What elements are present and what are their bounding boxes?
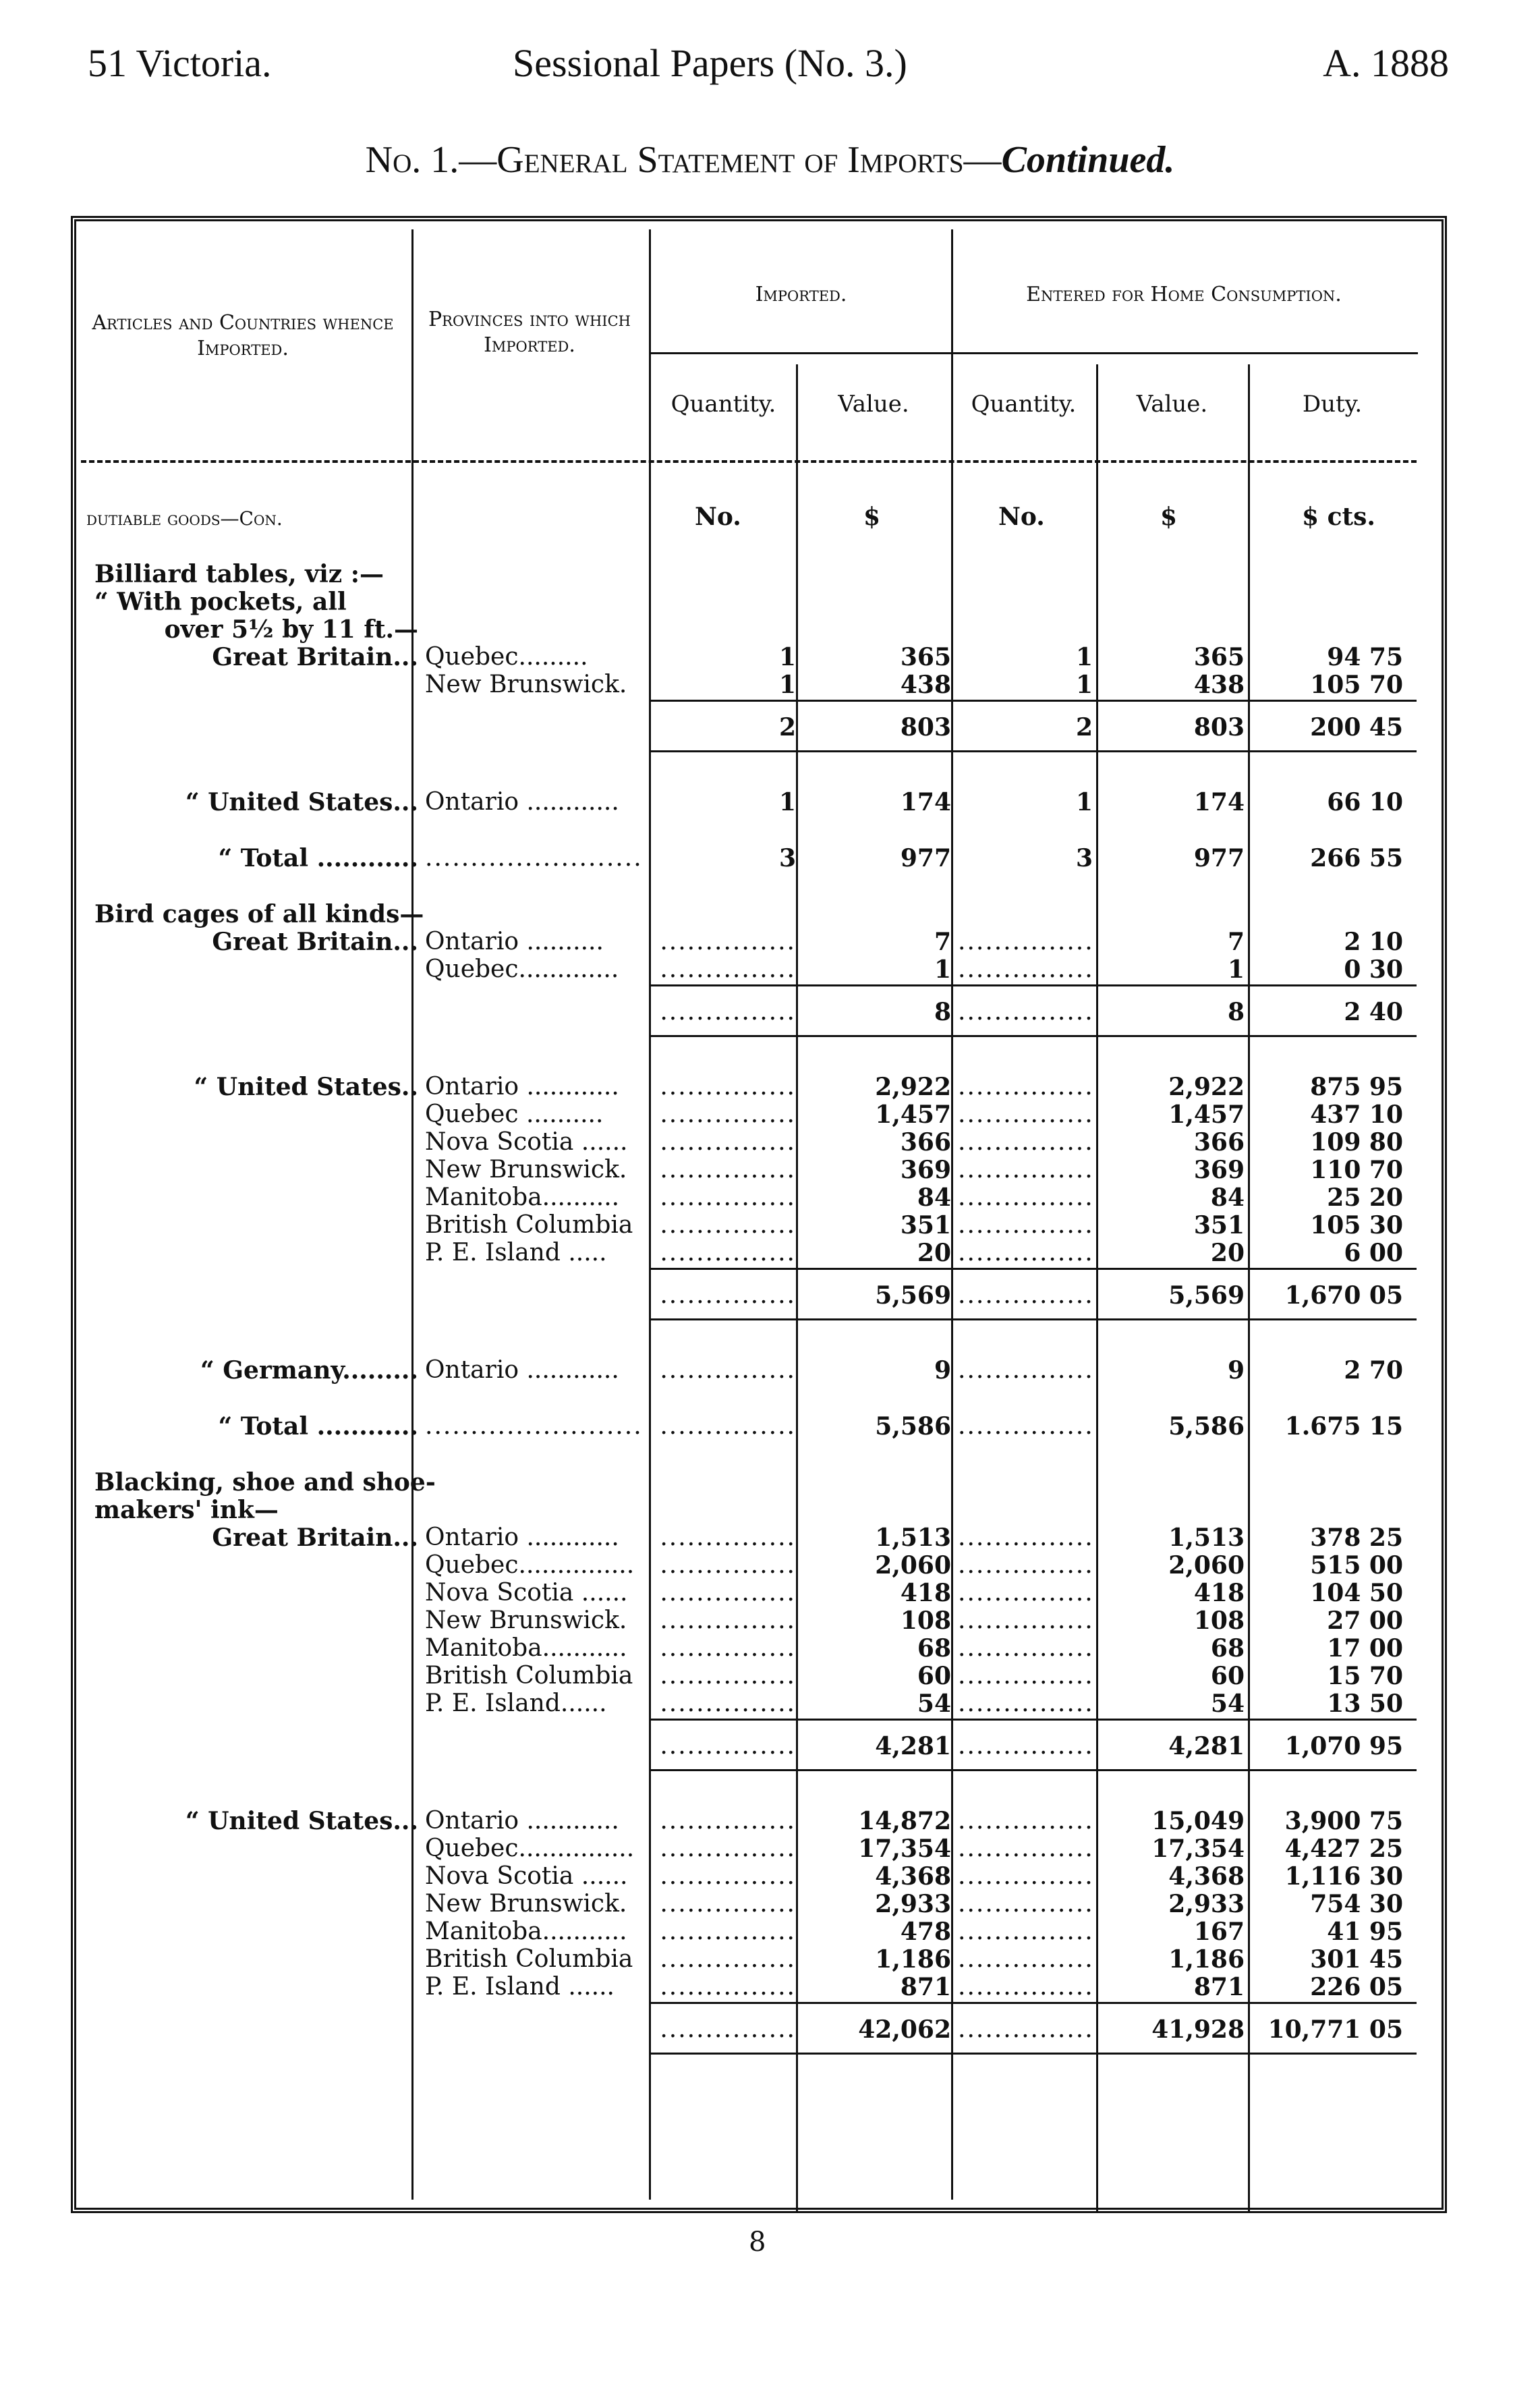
cell-iv: 5,586 xyxy=(875,1412,951,1441)
table-row xyxy=(0,1183,1540,1212)
cell-prov: New Brunswick. xyxy=(425,1156,627,1183)
cell-ev: 15,049 xyxy=(1151,1807,1245,1835)
cell-iv: 2,060 xyxy=(875,1551,951,1580)
table-row xyxy=(0,1579,1540,1607)
cell-iv: 1,186 xyxy=(875,1945,951,1974)
cell-prov: Quebec............... xyxy=(425,1835,635,1862)
cell-art: “ Total ............ xyxy=(218,844,418,872)
cell-iv: 1,457 xyxy=(875,1100,951,1129)
cell-iv: 9 xyxy=(934,1356,951,1385)
total-rule xyxy=(651,2002,1417,2004)
col-quantity-entered: Quantity. xyxy=(971,391,1077,418)
header-center: Sessional Papers (No. 3.) xyxy=(513,41,907,85)
cell-prov: Quebec......... xyxy=(425,643,588,671)
cell-iv: 5,569 xyxy=(875,1281,951,1310)
cell-iv: 2,933 xyxy=(875,1890,951,1918)
cell-eq: ............... xyxy=(958,1128,1094,1156)
cell-iq: 3 xyxy=(778,844,796,872)
table-row xyxy=(0,1356,1540,1385)
table-row xyxy=(0,1862,1540,1891)
table-row xyxy=(0,788,1540,816)
cell-duty: 1.675 15 xyxy=(1284,1412,1403,1441)
cell-prov: Manitoba.......... xyxy=(425,1183,620,1211)
cell-eq: ............... xyxy=(958,1281,1094,1309)
cell-ev: 60 xyxy=(1210,1662,1245,1690)
table-row xyxy=(0,588,1540,616)
cell-eq: ............... xyxy=(958,1156,1094,1183)
table-row xyxy=(0,671,1540,699)
cell-prov: Nova Scotia ...... xyxy=(425,1862,628,1890)
total-rule-below xyxy=(651,2053,1417,2055)
cell-eq: 1 xyxy=(1075,788,1093,816)
cell-duty: 0 30 xyxy=(1344,955,1403,984)
cell-duty: 437 10 xyxy=(1310,1100,1403,1129)
col-entered: Entered for Home Consumption. xyxy=(1026,283,1342,306)
unit-ev: $ xyxy=(1160,503,1178,531)
cell-ev: 2,060 xyxy=(1168,1551,1245,1580)
cell-eq: 1 xyxy=(1075,671,1093,699)
table-total-row xyxy=(0,713,1540,742)
cell-iq: ............... xyxy=(660,1662,796,1690)
table-row xyxy=(0,1890,1540,1918)
cell-prov: British Columbia xyxy=(425,1662,633,1690)
cell-iq: ............... xyxy=(660,1945,796,1973)
cell-prov: P. E. Island...... xyxy=(425,1690,607,1717)
total-rule xyxy=(651,700,1417,702)
cell-eq: ............... xyxy=(958,1211,1094,1239)
col-imported: Imported. xyxy=(755,283,847,306)
cell-iq: 1 xyxy=(778,643,796,671)
cell-ev: 2,933 xyxy=(1168,1890,1245,1918)
cell-duty: 1,070 95 xyxy=(1284,1732,1403,1760)
cell-ev: 1,186 xyxy=(1168,1945,1245,1974)
table-row xyxy=(0,1524,1540,1552)
table-row xyxy=(0,1073,1540,1101)
cell-iv: 977 xyxy=(900,844,951,872)
cell-iv: 1 xyxy=(934,955,951,984)
cell-eq: ............... xyxy=(958,998,1094,1026)
cell-ev: 9 xyxy=(1227,1356,1245,1385)
table-row xyxy=(0,1945,1540,1974)
cell-eq: ............... xyxy=(958,1973,1094,2001)
cell-ev: 167 xyxy=(1193,1918,1245,1946)
cell-iq: ............... xyxy=(660,1211,796,1239)
cell-duty: 1,670 05 xyxy=(1284,1281,1403,1310)
total-rule xyxy=(651,1268,1417,1270)
cell-ev: 5,569 xyxy=(1168,1281,1245,1310)
rule-header-bottom xyxy=(81,460,1417,463)
cell-ev: 366 xyxy=(1193,1128,1245,1156)
cell-art: Great Britain... xyxy=(212,928,418,956)
cell-duty: 17 00 xyxy=(1327,1634,1403,1663)
cell-duty: 200 45 xyxy=(1310,713,1403,742)
cell-eq: ............... xyxy=(958,1183,1094,1211)
cell-ev: 84 xyxy=(1210,1183,1245,1212)
cell-ev: 108 xyxy=(1193,1607,1245,1635)
table-row xyxy=(0,1100,1540,1129)
cell-ev: 4,281 xyxy=(1168,1732,1245,1760)
cell-prov: ........................ xyxy=(425,1412,643,1440)
cell-duty: 301 45 xyxy=(1310,1945,1403,1974)
total-rule xyxy=(651,1719,1417,1721)
cell-eq: ............... xyxy=(958,1807,1094,1835)
cell-art: Blacking, shoe and shoe- xyxy=(94,1468,436,1497)
cell-iv: 174 xyxy=(900,788,951,816)
cell-duty: 10,771 05 xyxy=(1267,2015,1403,2044)
cell-ev: 438 xyxy=(1193,671,1245,699)
cell-iv: 418 xyxy=(900,1579,951,1607)
cell-iq: ............... xyxy=(660,1973,796,2001)
cell-ev: 4,368 xyxy=(1168,1862,1245,1891)
cell-eq: ............... xyxy=(958,955,1094,983)
cell-ev: 20 xyxy=(1210,1239,1245,1267)
total-rule xyxy=(651,984,1417,986)
cell-ev: 54 xyxy=(1210,1690,1245,1718)
cell-duty: 105 30 xyxy=(1310,1211,1403,1239)
cell-eq: ............... xyxy=(958,1732,1094,1760)
cell-iq: ............... xyxy=(660,1690,796,1717)
total-rule-below xyxy=(651,750,1417,752)
cell-iv: 4,281 xyxy=(875,1732,951,1760)
cell-iv: 84 xyxy=(917,1183,951,1212)
cell-iv: 4,368 xyxy=(875,1862,951,1891)
cell-iv: 68 xyxy=(917,1634,951,1663)
table-row xyxy=(0,844,1540,872)
table-title-continued: Continued. xyxy=(1001,139,1175,181)
cell-duty: 109 80 xyxy=(1310,1128,1403,1156)
cell-iq: ............... xyxy=(660,1551,796,1579)
cell-art: “ With pockets, all xyxy=(94,588,347,616)
cell-eq: ............... xyxy=(958,1412,1094,1440)
cell-prov: ........................ xyxy=(425,844,643,872)
cell-duty: 110 70 xyxy=(1310,1156,1403,1184)
cell-eq: ............... xyxy=(958,2015,1094,2043)
cell-duty: 15 70 xyxy=(1327,1662,1403,1690)
cell-iq: ............... xyxy=(660,2015,796,2043)
cell-eq: ............... xyxy=(958,1662,1094,1690)
cell-prov: Nova Scotia ...... xyxy=(425,1128,628,1156)
cell-iv: 42,062 xyxy=(858,2015,951,2044)
table-row xyxy=(0,928,1540,956)
cell-prov: Quebec............... xyxy=(425,1551,635,1579)
cell-duty: 2 70 xyxy=(1344,1356,1403,1385)
cell-ev: 351 xyxy=(1193,1211,1245,1239)
cell-duty: 1,116 30 xyxy=(1284,1862,1403,1891)
cell-iq: ............... xyxy=(660,1890,796,1918)
cell-eq: ............... xyxy=(958,1579,1094,1607)
cell-duty: 94 75 xyxy=(1327,643,1403,671)
table-total-row xyxy=(0,1281,1540,1310)
cell-iv: 438 xyxy=(900,671,951,699)
table-row xyxy=(0,1156,1540,1184)
cell-duty: 754 30 xyxy=(1310,1890,1403,1918)
table-row xyxy=(0,1807,1540,1835)
cell-prov: Nova Scotia ...... xyxy=(425,1579,628,1607)
cell-prov: Manitoba........... xyxy=(425,1918,627,1945)
cell-iq: ............... xyxy=(660,1732,796,1760)
table-row xyxy=(0,1412,1540,1441)
cell-ev: 369 xyxy=(1193,1156,1245,1184)
cell-ev: 2,922 xyxy=(1168,1073,1245,1101)
total-rule-below xyxy=(651,1769,1417,1771)
table-row xyxy=(0,615,1540,644)
cell-iq: ............... xyxy=(660,1607,796,1634)
cell-iq: ............... xyxy=(660,1807,796,1835)
cell-eq: ............... xyxy=(958,928,1094,955)
cell-prov: British Columbia xyxy=(425,1211,633,1239)
cell-prov: British Columbia xyxy=(425,1945,633,1973)
cell-duty: 3,900 75 xyxy=(1284,1807,1403,1835)
cell-iq: ............... xyxy=(660,955,796,983)
cell-prov: Manitoba........... xyxy=(425,1634,627,1662)
cell-duty: 378 25 xyxy=(1310,1524,1403,1552)
table-row xyxy=(0,1607,1540,1635)
cell-iq: ............... xyxy=(660,1239,796,1266)
cell-ev: 1 xyxy=(1227,955,1245,984)
cell-eq: ............... xyxy=(958,1918,1094,1945)
cell-duty: 266 55 xyxy=(1310,844,1403,872)
cell-prov: P. E. Island ..... xyxy=(425,1239,607,1266)
table-row xyxy=(0,1468,1540,1497)
cell-prov: P. E. Island ...... xyxy=(425,1973,615,2001)
cell-prov: Ontario ............ xyxy=(425,788,619,816)
cell-eq: ............... xyxy=(958,1607,1094,1634)
cell-iq: 1 xyxy=(778,788,796,816)
header-right: A. 1888 xyxy=(1323,41,1449,85)
cell-iv: 366 xyxy=(900,1128,951,1156)
table-row xyxy=(0,1551,1540,1580)
cell-ev: 17,354 xyxy=(1151,1835,1245,1863)
cell-eq: ............... xyxy=(958,1945,1094,1973)
cell-iv: 478 xyxy=(900,1918,951,1946)
cell-duty: 2 40 xyxy=(1344,998,1403,1026)
cell-eq: ............... xyxy=(958,1835,1094,1862)
cell-art: “ Germany......... xyxy=(200,1356,418,1385)
cell-ev: 1,513 xyxy=(1168,1524,1245,1552)
cell-iq: ............... xyxy=(660,1183,796,1211)
cell-ev: 5,586 xyxy=(1168,1412,1245,1441)
cell-ev: 871 xyxy=(1193,1973,1245,2001)
table-row xyxy=(0,1496,1540,1524)
cell-prov: Ontario ............ xyxy=(425,1073,619,1100)
unit-iq: No. xyxy=(695,503,741,531)
col-value: Value. xyxy=(838,391,909,418)
cell-ev: 977 xyxy=(1193,844,1245,872)
cell-duty: 41 95 xyxy=(1327,1918,1403,1946)
cell-ev: 41,928 xyxy=(1151,2015,1245,2044)
cell-iv: 803 xyxy=(900,713,951,742)
cell-iq: ............... xyxy=(660,1835,796,1862)
cell-iq: ............... xyxy=(660,1356,796,1384)
cell-prov: New Brunswick. xyxy=(425,1890,627,1918)
cell-ev: 68 xyxy=(1210,1634,1245,1663)
cell-ev: 365 xyxy=(1193,643,1245,671)
cell-iq: ............... xyxy=(660,1579,796,1607)
cell-eq: ............... xyxy=(958,1862,1094,1890)
table-row xyxy=(0,643,1540,671)
table-row xyxy=(0,1662,1540,1690)
cell-duty: 515 00 xyxy=(1310,1551,1403,1580)
cell-duty: 6 00 xyxy=(1344,1239,1403,1267)
cell-duty: 226 05 xyxy=(1310,1973,1403,2001)
cell-art: makers' ink— xyxy=(94,1496,279,1524)
total-rule-below xyxy=(651,1318,1417,1320)
cell-iv: 60 xyxy=(917,1662,951,1690)
cell-eq: 3 xyxy=(1075,844,1093,872)
cell-art: “ United States... xyxy=(185,788,418,816)
table-row xyxy=(0,1835,1540,1863)
cell-iv: 108 xyxy=(900,1607,951,1635)
cell-duty: 2 10 xyxy=(1344,928,1403,956)
table-row xyxy=(0,955,1540,984)
table-row xyxy=(0,1918,1540,1946)
cell-iv: 7 xyxy=(934,928,951,956)
unit-eq: No. xyxy=(998,503,1045,531)
table-row xyxy=(0,1634,1540,1663)
cell-prov: Ontario .......... xyxy=(425,928,604,955)
cell-art: “ Total ............ xyxy=(218,1412,418,1441)
cell-ev: 174 xyxy=(1193,788,1245,816)
cell-iv: 365 xyxy=(900,643,951,671)
cell-duty: 104 50 xyxy=(1310,1579,1403,1607)
cell-iq: ............... xyxy=(660,1862,796,1890)
cell-prov: Quebec .......... xyxy=(425,1100,604,1128)
cell-prov: New Brunswick. xyxy=(425,1607,627,1634)
cell-iv: 871 xyxy=(900,1973,951,2001)
cell-duty: 25 20 xyxy=(1327,1183,1403,1212)
cell-iq: 1 xyxy=(778,671,796,699)
cell-iv: 351 xyxy=(900,1211,951,1239)
col-articles: Articles and Countries whence Imported. xyxy=(92,311,394,360)
table-title-main: No. 1.—General Statement of Imports— xyxy=(365,139,1002,181)
unit-iv: $ xyxy=(863,503,881,531)
cell-duty: 27 00 xyxy=(1327,1607,1403,1635)
cell-duty: 13 50 xyxy=(1327,1690,1403,1718)
cell-ev: 418 xyxy=(1193,1579,1245,1607)
cell-ev: 803 xyxy=(1193,713,1245,742)
cell-eq: ............... xyxy=(958,1890,1094,1918)
table-row xyxy=(0,900,1540,928)
col-value-entered: Value. xyxy=(1136,391,1208,418)
table-row xyxy=(0,1239,1540,1267)
cell-iv: 20 xyxy=(917,1239,951,1267)
cell-iv: 1,513 xyxy=(875,1524,951,1552)
col-provinces: Provinces into which Imported. xyxy=(428,308,631,357)
cell-iv: 369 xyxy=(900,1156,951,1184)
cell-prov: Ontario ............ xyxy=(425,1356,619,1384)
cell-eq: ............... xyxy=(958,1690,1094,1717)
cell-eq: ............... xyxy=(958,1551,1094,1579)
cell-iq: ............... xyxy=(660,1524,796,1551)
table-total-row xyxy=(0,998,1540,1026)
header-left: 51 Victoria. xyxy=(88,41,272,85)
cell-eq: ............... xyxy=(958,1239,1094,1266)
cell-eq: 1 xyxy=(1075,643,1093,671)
cell-art: over 5½ by 11 ft.— xyxy=(164,615,418,644)
table-title xyxy=(0,138,1540,182)
col-quantity: Quantity. xyxy=(671,391,776,418)
table-total-row xyxy=(0,2015,1540,2044)
cell-iq: ............... xyxy=(660,928,796,955)
cell-prov: Quebec............. xyxy=(425,955,619,983)
cell-art: “ United States.. xyxy=(194,1073,418,1101)
table-row xyxy=(0,1973,1540,2001)
unit-duty: $ cts. xyxy=(1302,503,1375,531)
table-row xyxy=(0,1690,1540,1718)
cell-iv: 17,354 xyxy=(858,1835,951,1863)
cell-eq: ............... xyxy=(958,1634,1094,1662)
total-rule-below xyxy=(651,1035,1417,1037)
rule-group-header xyxy=(649,352,1418,354)
cell-iq: ............... xyxy=(660,1156,796,1183)
cell-iq: ............... xyxy=(660,1128,796,1156)
cell-ev: 1,457 xyxy=(1168,1100,1245,1129)
cell-iv: 14,872 xyxy=(858,1807,951,1835)
cell-iq: ............... xyxy=(660,1918,796,1945)
table-total-row xyxy=(0,1732,1540,1760)
cell-iv: 2,922 xyxy=(875,1073,951,1101)
table-row xyxy=(0,1128,1540,1156)
cell-art: Great Britain... xyxy=(212,1524,418,1552)
page-number: 8 xyxy=(749,2227,766,2258)
cell-duty: 4,427 25 xyxy=(1284,1835,1403,1863)
cell-iq: ............... xyxy=(660,1100,796,1128)
cell-art: Billiard tables, viz :— xyxy=(94,560,384,588)
section-label: dutiable goods—Con. xyxy=(86,507,283,530)
table-row xyxy=(0,1211,1540,1239)
cell-art: “ United States... xyxy=(185,1807,418,1835)
cell-iq: ............... xyxy=(660,1281,796,1309)
cell-prov: New Brunswick. xyxy=(425,671,627,698)
cell-art: Bird cages of all kinds— xyxy=(94,900,424,928)
cell-art: Great Britain... xyxy=(212,643,418,671)
cell-duty: 105 70 xyxy=(1310,671,1403,699)
cell-iq: ............... xyxy=(660,1412,796,1440)
cell-iq: ............... xyxy=(660,1634,796,1662)
table-row xyxy=(0,560,1540,588)
cell-ev: 7 xyxy=(1227,928,1245,956)
cell-iq: 2 xyxy=(778,713,796,742)
cell-iv: 8 xyxy=(934,998,951,1026)
col-duty: Duty. xyxy=(1302,391,1363,418)
cell-prov: Ontario ............ xyxy=(425,1807,619,1835)
cell-eq: ............... xyxy=(958,1100,1094,1128)
cell-iq: ............... xyxy=(660,1073,796,1100)
cell-eq: 2 xyxy=(1075,713,1093,742)
cell-eq: ............... xyxy=(958,1524,1094,1551)
cell-iv: 54 xyxy=(917,1690,951,1718)
cell-eq: ............... xyxy=(958,1356,1094,1384)
cell-duty: 66 10 xyxy=(1327,788,1403,816)
cell-duty: 875 95 xyxy=(1310,1073,1403,1101)
cell-ev: 8 xyxy=(1227,998,1245,1026)
cell-iq: ............... xyxy=(660,998,796,1026)
cell-prov: Ontario ............ xyxy=(425,1524,619,1551)
cell-eq: ............... xyxy=(958,1073,1094,1100)
